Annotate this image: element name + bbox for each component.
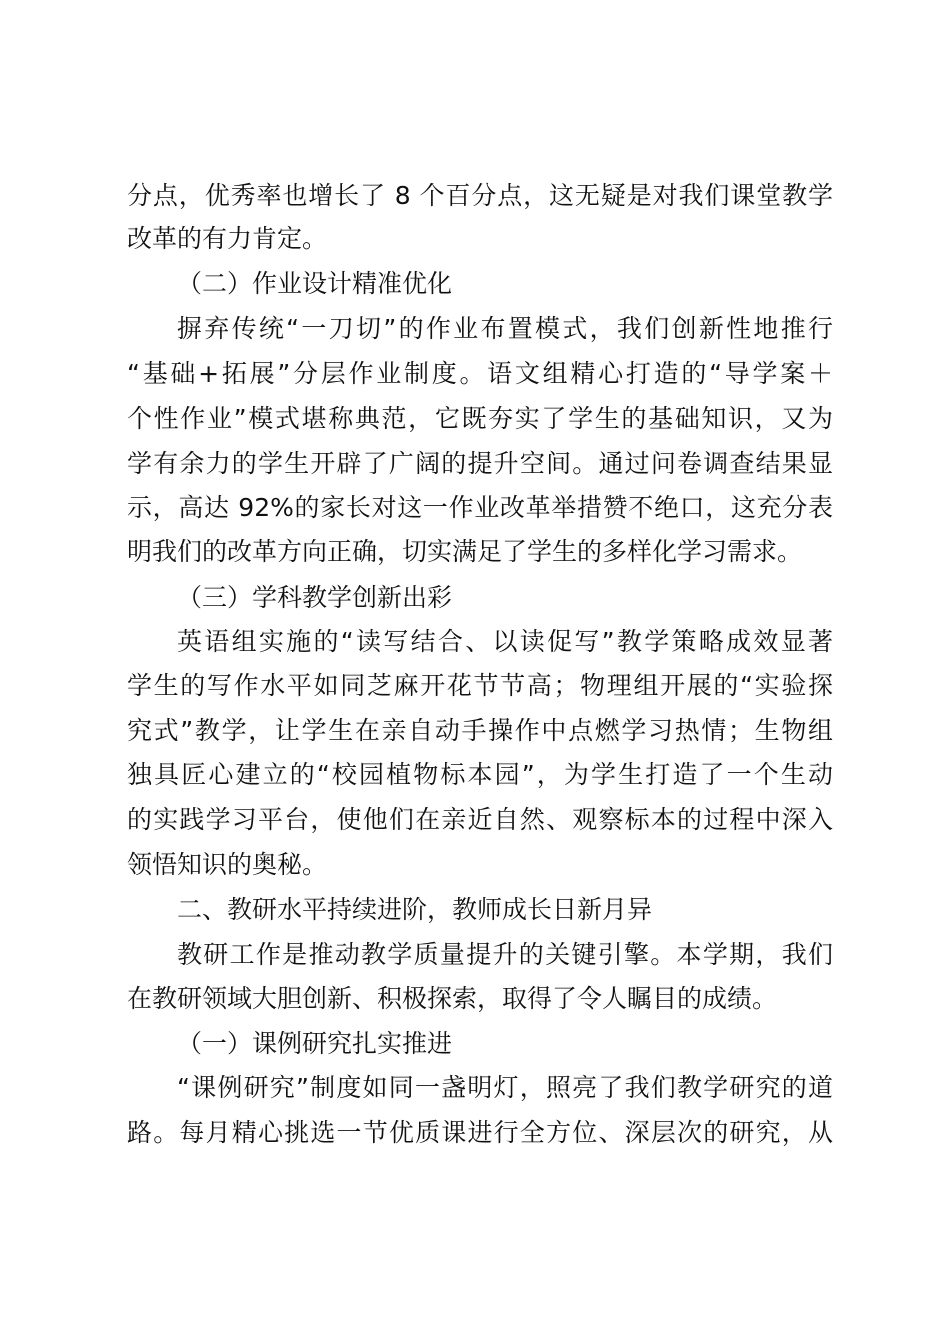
section-heading: （二）作业设计精准优化: [177, 269, 453, 298]
paragraph-line: “基础+拓展”分层作业制度。语文组精心打造的“导学案＋: [127, 359, 833, 388]
paragraph-line: 学生的写作水平如同芝麻开花节节高；物理组开展的“实验探: [127, 671, 833, 700]
paragraph-line: 英语组实施的“读写结合、以读促写”教学策略成效显著: [177, 627, 833, 656]
paragraph-line: 领悟知识的奥秘。: [127, 850, 328, 879]
paragraph-line: 究式”教学，让学生在亲自动手操作中点燃学习热情；生物组: [127, 716, 833, 745]
paragraph-line: “课例研究”制度如同一盏明灯，照亮了我们教学研究的道: [177, 1073, 833, 1102]
paragraph-line: 分点，优秀率也增长了 8 个百分点，这无疑是对我们课堂教学: [127, 181, 833, 210]
paragraph-line: 学有余力的学生开辟了广阔的提升空间。通过问卷调查结果显: [127, 449, 833, 478]
paragraph-line: 教研工作是推动教学质量提升的关键引擎。本学期，我们: [177, 940, 833, 969]
paragraph-line: 示，高达 92%的家长对这一作业改革举措赞不绝口，这充分表: [127, 493, 833, 522]
paragraph-line: 明我们的改革方向正确，切实满足了学生的多样化学习需求。: [127, 537, 803, 566]
section-heading: （一）课例研究扎实推进: [177, 1029, 453, 1058]
section-heading: （三）学科教学创新出彩: [177, 583, 453, 612]
paragraph-line: 摒弃传统“一刀切”的作业布置模式，我们创新性地推行: [177, 314, 833, 343]
paragraph-line: 在教研领域大胆创新、积极探索，取得了令人瞩目的成绩。: [127, 984, 778, 1013]
paragraph-line: 路。每月精心挑选一节优质课进行全方位、深层次的研究，从: [127, 1118, 833, 1147]
chapter-heading: 二、教研水平持续进阶，教师成长日新月异: [177, 895, 653, 924]
paragraph-line: 的实践学习平台，使他们在亲近自然、观察标本的过程中深入: [127, 805, 833, 834]
paragraph-line: 改革的有力肯定。: [127, 224, 328, 253]
paragraph-line: 独具匠心建立的“校园植物标本园”，为学生打造了一个生动: [127, 760, 833, 789]
paragraph-line: 个性作业”模式堪称典范，它既夯实了学生的基础知识，又为: [127, 404, 833, 433]
